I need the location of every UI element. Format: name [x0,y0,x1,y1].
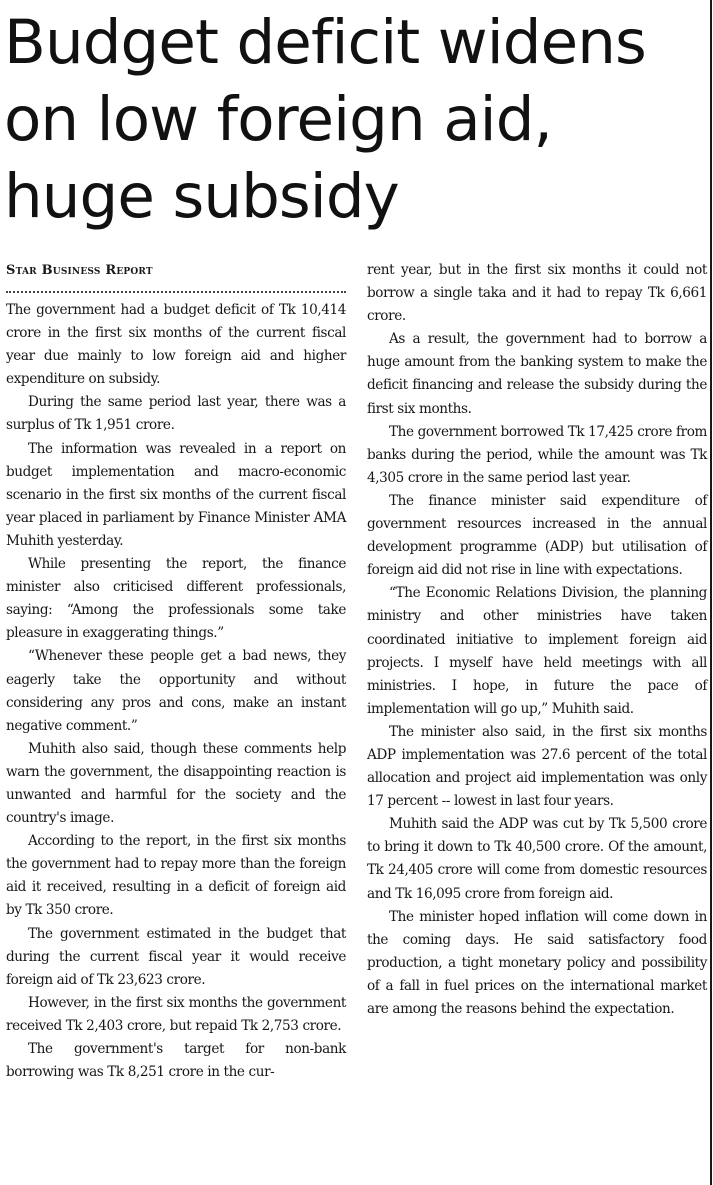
headline-line-2: on low foreign aid, [4,84,553,155]
paragraph: “The Economic Relations Division, the planning ministry and other ministries have taken coordinated initiative to implement foreign aid projects. I myself have held meetings with all ministries. I hope, in future the pace of implementation will go up,” Muhith said. [367,585,707,717]
paragraph: The minister also said, in the first six months ADP implementation was 27.6 percent of the total allocation and project aid implementation was only 17 percent -- lowest in last four years. [367,723,707,810]
paragraph: Muhith said the ADP was cut by Tk 5,500 crore to bring it down to Tk 40,500 crore. Of the amount, Tk 24,405 crore will come from domestic resources and Tk 16,095 crore from foreign aid. [367,816,707,902]
byline-divider [6,291,346,293]
column-rule [710,0,712,1185]
article-column-right [367,259,707,1021]
paragraph: As a result, the government had to borrow a huge amount from the banking system to make the deficit financing and release the subsidy during the first six months. [367,331,707,417]
paragraph: The government estimated in the budget that during the current fiscal year it would receive foreign aid of Tk 23,623 crore. [6,925,346,988]
headline-line-3: huge subsidy [4,161,399,232]
paragraph: During the same period last year, there was a surplus of Tk 1,951 crore. [6,394,346,434]
paragraph: The government had a budget deficit of Tk 10,414 crore in the first six months of the current fiscal year due mainly to low foreign aid and higher expenditure on subsidy. [6,302,346,388]
headline [4,4,709,235]
paragraph: The finance minister said expenditure of government resources increased in the annual development programme (ADP) but utilisation of foreign aid did not rise in line with expectations. [367,492,707,579]
byline: Star Business Report [6,263,153,278]
paragraph: The minister hoped inflation will come down in the coming days. He said satisfactory food production, a tight monetary policy and possibility of a fall in fuel prices on the international market are among the reasons behind the expectation. [367,908,707,1017]
paragraph: While presenting the report, the finance minister also criticised different professionals, saying: “Among the professionals some take pleasure in exaggerating things.” [6,556,346,642]
paragraph: However, in the first six months the government received Tk 2,403 crore, but repaid Tk 2,753 crore. [6,994,346,1034]
paragraph: Muhith also said, though these comments help warn the government, the disappointing reaction is unwanted and harmful for the society and the country's image. [6,740,346,827]
headline-line-1: Budget deficit widens [4,7,646,78]
paragraph: According to the report, in the first six months the government had to repay more than the foreign aid it received, resulting in a deficit of foreign aid by Tk 350 crore. [6,833,346,919]
paragraph-continued: rent year, but in the first six months it could not borrow a single taka and it had to repay Tk 6,661 crore. [367,262,707,325]
paragraph: The information was revealed in a report on budget implementation and macro-economic scenario in the first six months of the current fiscal year placed in parliament by Finance Minister AMA Muhith yesterday. [6,440,346,549]
article-column-left [6,259,346,1084]
paragraph: The government borrowed Tk 17,425 crore from banks during the period, while the amount was Tk 4,305 crore in the same period last year. [367,423,707,486]
paragraph: The government's target for non-bank borrowing was Tk 8,251 crore in the cur- [6,1041,346,1081]
paragraph: “Whenever these people get a bad news, they eagerly take the opportunity and without considering any pros and cons, make an instant negative comment.” [6,648,346,734]
